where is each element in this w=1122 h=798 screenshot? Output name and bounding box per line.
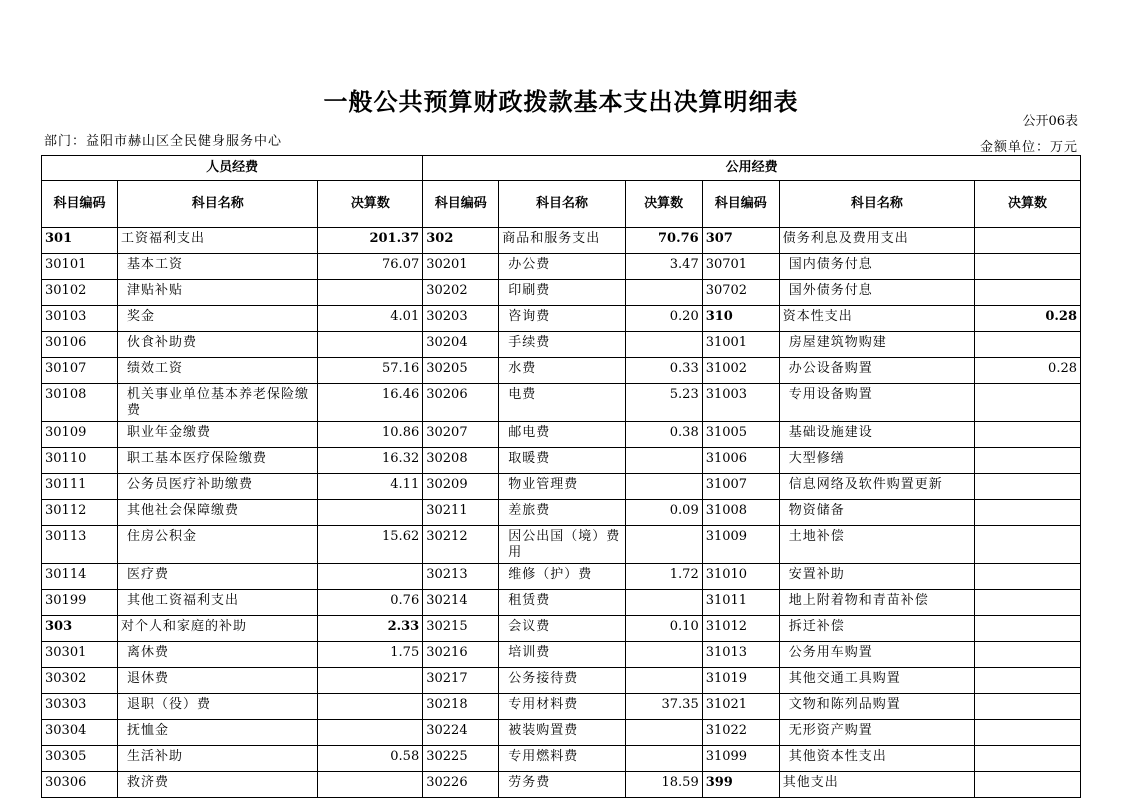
col-header-code: 科目编码 bbox=[423, 181, 499, 228]
cell-name: 因公出国（境）费用 bbox=[499, 526, 625, 564]
cell-amount: 37.35 bbox=[625, 694, 702, 720]
cell-name: 生活补助 bbox=[118, 746, 318, 772]
cell-code: 303 bbox=[42, 616, 118, 642]
cell-code: 31099 bbox=[702, 746, 779, 772]
cell-code: 30214 bbox=[423, 590, 499, 616]
cell-name: 职工基本医疗保险缴费 bbox=[118, 448, 318, 474]
cell-code: 31013 bbox=[702, 642, 779, 668]
cell-name: 被装购置费 bbox=[499, 720, 625, 746]
cell-amount bbox=[975, 720, 1081, 746]
table-row bbox=[42, 564, 1081, 590]
cell-name: 离休费 bbox=[118, 642, 318, 668]
cell-code: 30203 bbox=[423, 306, 499, 332]
cell-amount bbox=[975, 616, 1081, 642]
cell-amount: 3.47 bbox=[625, 254, 702, 280]
cell-amount: 16.32 bbox=[318, 448, 423, 474]
table-row bbox=[42, 694, 1081, 720]
cell-code: 310 bbox=[702, 306, 779, 332]
table-row bbox=[42, 772, 1081, 798]
cell-code: 30202 bbox=[423, 280, 499, 306]
cell-amount bbox=[318, 668, 423, 694]
cell-code: 30701 bbox=[702, 254, 779, 280]
cell-name: 取暖费 bbox=[499, 448, 625, 474]
cell-code: 31021 bbox=[702, 694, 779, 720]
cell-amount: 4.01 bbox=[318, 306, 423, 332]
cell-amount: 18.59 bbox=[625, 772, 702, 798]
section-public-header: 公用经费 bbox=[423, 156, 1081, 181]
cell-name: 安置补助 bbox=[779, 564, 974, 590]
cell-name: 水费 bbox=[499, 358, 625, 384]
cell-name: 办公设备购置 bbox=[779, 358, 974, 384]
cell-name: 国外债务付息 bbox=[779, 280, 974, 306]
col-header-amount: 决算数 bbox=[975, 181, 1081, 228]
cell-name: 基础设施建设 bbox=[779, 422, 974, 448]
cell-name: 商品和服务支出 bbox=[499, 228, 625, 254]
cell-code: 30110 bbox=[42, 448, 118, 474]
table-row bbox=[42, 228, 1081, 254]
cell-amount bbox=[318, 720, 423, 746]
cell-amount: 201.37 bbox=[318, 228, 423, 254]
cell-code: 30204 bbox=[423, 332, 499, 358]
cell-code: 30305 bbox=[42, 746, 118, 772]
cell-name: 地上附着物和青苗补偿 bbox=[779, 590, 974, 616]
cell-amount bbox=[318, 564, 423, 590]
table-row bbox=[42, 668, 1081, 694]
cell-amount bbox=[625, 474, 702, 500]
cell-code: 30225 bbox=[423, 746, 499, 772]
table-row bbox=[42, 306, 1081, 332]
cell-code: 30212 bbox=[423, 526, 499, 564]
cell-name: 土地补偿 bbox=[779, 526, 974, 564]
cell-code: 31006 bbox=[702, 448, 779, 474]
cell-code: 30215 bbox=[423, 616, 499, 642]
table-row bbox=[42, 254, 1081, 280]
cell-name: 差旅费 bbox=[499, 500, 625, 526]
table-row bbox=[42, 280, 1081, 306]
cell-code: 30218 bbox=[423, 694, 499, 720]
cell-name: 退休费 bbox=[118, 668, 318, 694]
cell-amount bbox=[975, 668, 1081, 694]
cell-name: 绩效工资 bbox=[118, 358, 318, 384]
table-row bbox=[42, 384, 1081, 422]
cell-name: 手续费 bbox=[499, 332, 625, 358]
cell-amount: 0.09 bbox=[625, 500, 702, 526]
cell-amount: 0.38 bbox=[625, 422, 702, 448]
cell-name: 住房公积金 bbox=[118, 526, 318, 564]
section-personnel-header: 人员经费 bbox=[42, 156, 423, 181]
cell-name: 资本性支出 bbox=[779, 306, 974, 332]
department-label: 部门：益阳市赫山区全民健身服务中心 bbox=[44, 134, 283, 149]
cell-name: 对个人和家庭的补助 bbox=[118, 616, 318, 642]
cell-name: 信息网络及软件购置更新 bbox=[779, 474, 974, 500]
cell-name: 退职（役）费 bbox=[118, 694, 318, 720]
cell-amount bbox=[625, 668, 702, 694]
cell-name: 债务利息及费用支出 bbox=[779, 228, 974, 254]
cell-name: 职业年金缴费 bbox=[118, 422, 318, 448]
cell-name: 房屋建筑物购建 bbox=[779, 332, 974, 358]
cell-code: 31008 bbox=[702, 500, 779, 526]
cell-name: 印刷费 bbox=[499, 280, 625, 306]
cell-amount: 16.46 bbox=[318, 384, 423, 422]
cell-name: 电费 bbox=[499, 384, 625, 422]
cell-code: 301 bbox=[42, 228, 118, 254]
cell-name: 抚恤金 bbox=[118, 720, 318, 746]
cell-code: 399 bbox=[702, 772, 779, 798]
cell-amount bbox=[975, 564, 1081, 590]
cell-name: 无形资产购置 bbox=[779, 720, 974, 746]
cell-name: 奖金 bbox=[118, 306, 318, 332]
cell-amount bbox=[975, 772, 1081, 798]
cell-code: 31022 bbox=[702, 720, 779, 746]
cell-name: 拆迁补偿 bbox=[779, 616, 974, 642]
table-row bbox=[42, 474, 1081, 500]
cell-code: 30107 bbox=[42, 358, 118, 384]
cell-name: 会议费 bbox=[499, 616, 625, 642]
table-body bbox=[42, 228, 1081, 798]
cell-amount: 0.58 bbox=[318, 746, 423, 772]
cell-name: 劳务费 bbox=[499, 772, 625, 798]
cell-amount bbox=[625, 746, 702, 772]
table-row bbox=[42, 358, 1081, 384]
cell-code: 31001 bbox=[702, 332, 779, 358]
cell-amount bbox=[975, 332, 1081, 358]
cell-code: 30113 bbox=[42, 526, 118, 564]
cell-amount bbox=[975, 642, 1081, 668]
col-header-amount: 决算数 bbox=[625, 181, 702, 228]
cell-code: 31019 bbox=[702, 668, 779, 694]
cell-amount bbox=[318, 694, 423, 720]
amount-unit-label: 金额单位：万元 bbox=[979, 140, 1078, 155]
cell-name: 津贴补贴 bbox=[118, 280, 318, 306]
cell-code: 30108 bbox=[42, 384, 118, 422]
cell-name: 专用燃料费 bbox=[499, 746, 625, 772]
cell-amount bbox=[975, 422, 1081, 448]
cell-name: 伙食补助费 bbox=[118, 332, 318, 358]
cell-amount bbox=[975, 254, 1081, 280]
cell-name: 其他工资福利支出 bbox=[118, 590, 318, 616]
cell-name: 其他交通工具购置 bbox=[779, 668, 974, 694]
cell-code: 30111 bbox=[42, 474, 118, 500]
cell-code: 30109 bbox=[42, 422, 118, 448]
cell-amount: 10.86 bbox=[318, 422, 423, 448]
cell-amount: 0.28 bbox=[975, 306, 1081, 332]
cell-amount bbox=[318, 332, 423, 358]
cell-code: 30224 bbox=[423, 720, 499, 746]
cell-name: 专用材料费 bbox=[499, 694, 625, 720]
col-header-name: 科目名称 bbox=[779, 181, 974, 228]
col-header-name: 科目名称 bbox=[499, 181, 625, 228]
col-header-code: 科目编码 bbox=[702, 181, 779, 228]
cell-amount: 15.62 bbox=[318, 526, 423, 564]
cell-code: 30217 bbox=[423, 668, 499, 694]
cell-name: 公务接待费 bbox=[499, 668, 625, 694]
cell-amount bbox=[318, 280, 423, 306]
cell-amount: 0.10 bbox=[625, 616, 702, 642]
col-header-amount: 决算数 bbox=[318, 181, 423, 228]
cell-code: 30102 bbox=[42, 280, 118, 306]
cell-amount bbox=[318, 772, 423, 798]
col-header-code: 科目编码 bbox=[42, 181, 118, 228]
cell-code: 31012 bbox=[702, 616, 779, 642]
cell-amount: 5.23 bbox=[625, 384, 702, 422]
cell-code: 30201 bbox=[423, 254, 499, 280]
page-title: 一般公共预算财政拨款基本支出决算明细表 bbox=[323, 88, 799, 116]
table-row bbox=[42, 448, 1081, 474]
cell-amount bbox=[975, 746, 1081, 772]
cell-name: 其他支出 bbox=[779, 772, 974, 798]
cell-name: 租赁费 bbox=[499, 590, 625, 616]
table-row bbox=[42, 746, 1081, 772]
cell-amount bbox=[318, 500, 423, 526]
cell-amount bbox=[625, 448, 702, 474]
cell-amount bbox=[975, 526, 1081, 564]
cell-amount bbox=[975, 448, 1081, 474]
cell-name: 咨询费 bbox=[499, 306, 625, 332]
cell-amount: 76.07 bbox=[318, 254, 423, 280]
table-row bbox=[42, 616, 1081, 642]
cell-name: 培训费 bbox=[499, 642, 625, 668]
cell-amount: 0.20 bbox=[625, 306, 702, 332]
cell-code: 30112 bbox=[42, 500, 118, 526]
cell-code: 31011 bbox=[702, 590, 779, 616]
cell-name: 工资福利支出 bbox=[118, 228, 318, 254]
cell-amount: 0.76 bbox=[318, 590, 423, 616]
cell-amount: 2.33 bbox=[318, 616, 423, 642]
cell-code: 30207 bbox=[423, 422, 499, 448]
table-row bbox=[42, 500, 1081, 526]
cell-amount: 70.76 bbox=[625, 228, 702, 254]
cell-amount bbox=[975, 280, 1081, 306]
table-row bbox=[42, 332, 1081, 358]
cell-name: 公务用车购置 bbox=[779, 642, 974, 668]
cell-name: 办公费 bbox=[499, 254, 625, 280]
cell-code: 31007 bbox=[702, 474, 779, 500]
cell-name: 文物和陈列品购置 bbox=[779, 694, 974, 720]
cell-code: 30213 bbox=[423, 564, 499, 590]
cell-amount: 57.16 bbox=[318, 358, 423, 384]
cell-code: 30206 bbox=[423, 384, 499, 422]
cell-name: 物资储备 bbox=[779, 500, 974, 526]
cell-amount bbox=[625, 280, 702, 306]
cell-name: 维修（护）费 bbox=[499, 564, 625, 590]
cell-code: 30205 bbox=[423, 358, 499, 384]
cell-amount: 1.72 bbox=[625, 564, 702, 590]
cell-code: 30301 bbox=[42, 642, 118, 668]
cell-code: 30106 bbox=[42, 332, 118, 358]
cell-code: 31002 bbox=[702, 358, 779, 384]
form-number: 公开06表 bbox=[1022, 114, 1078, 129]
cell-code: 30306 bbox=[42, 772, 118, 798]
cell-code: 31010 bbox=[702, 564, 779, 590]
cell-amount bbox=[975, 474, 1081, 500]
cell-code: 30302 bbox=[42, 668, 118, 694]
cell-code: 307 bbox=[702, 228, 779, 254]
cell-name: 公务员医疗补助缴费 bbox=[118, 474, 318, 500]
cell-amount bbox=[625, 526, 702, 564]
cell-name: 医疗费 bbox=[118, 564, 318, 590]
cell-name: 基本工资 bbox=[118, 254, 318, 280]
cell-code: 30216 bbox=[423, 642, 499, 668]
table-row bbox=[42, 642, 1081, 668]
cell-code: 30103 bbox=[42, 306, 118, 332]
cell-amount bbox=[625, 642, 702, 668]
cell-code: 30226 bbox=[423, 772, 499, 798]
col-header-name: 科目名称 bbox=[118, 181, 318, 228]
table-row bbox=[42, 720, 1081, 746]
cell-code: 30303 bbox=[42, 694, 118, 720]
cell-name: 物业管理费 bbox=[499, 474, 625, 500]
table-row bbox=[42, 422, 1081, 448]
cell-code: 30101 bbox=[42, 254, 118, 280]
table-row bbox=[42, 526, 1081, 564]
cell-amount bbox=[975, 694, 1081, 720]
cell-amount bbox=[975, 590, 1081, 616]
cell-code: 31009 bbox=[702, 526, 779, 564]
cell-code: 30208 bbox=[423, 448, 499, 474]
cell-code: 30702 bbox=[702, 280, 779, 306]
expenditure-table bbox=[41, 155, 1081, 798]
cell-amount: 4.11 bbox=[318, 474, 423, 500]
cell-name: 机关事业单位基本养老保险缴费 bbox=[118, 384, 318, 422]
cell-name: 其他社会保障缴费 bbox=[118, 500, 318, 526]
cell-amount bbox=[625, 720, 702, 746]
cell-name: 救济费 bbox=[118, 772, 318, 798]
cell-code: 31003 bbox=[702, 384, 779, 422]
cell-name: 其他资本性支出 bbox=[779, 746, 974, 772]
table-row bbox=[42, 590, 1081, 616]
cell-amount: 1.75 bbox=[318, 642, 423, 668]
cell-code: 30114 bbox=[42, 564, 118, 590]
cell-code: 30199 bbox=[42, 590, 118, 616]
cell-code: 30211 bbox=[423, 500, 499, 526]
cell-name: 专用设备购置 bbox=[779, 384, 974, 422]
cell-name: 国内债务付息 bbox=[779, 254, 974, 280]
cell-amount bbox=[975, 228, 1081, 254]
cell-amount bbox=[975, 384, 1081, 422]
cell-code: 30209 bbox=[423, 474, 499, 500]
cell-code: 31005 bbox=[702, 422, 779, 448]
cell-amount bbox=[625, 590, 702, 616]
cell-code: 302 bbox=[423, 228, 499, 254]
cell-amount: 0.33 bbox=[625, 358, 702, 384]
cell-amount: 0.28 bbox=[975, 358, 1081, 384]
cell-name: 大型修缮 bbox=[779, 448, 974, 474]
cell-amount bbox=[625, 332, 702, 358]
cell-amount bbox=[975, 500, 1081, 526]
cell-name: 邮电费 bbox=[499, 422, 625, 448]
cell-code: 30304 bbox=[42, 720, 118, 746]
